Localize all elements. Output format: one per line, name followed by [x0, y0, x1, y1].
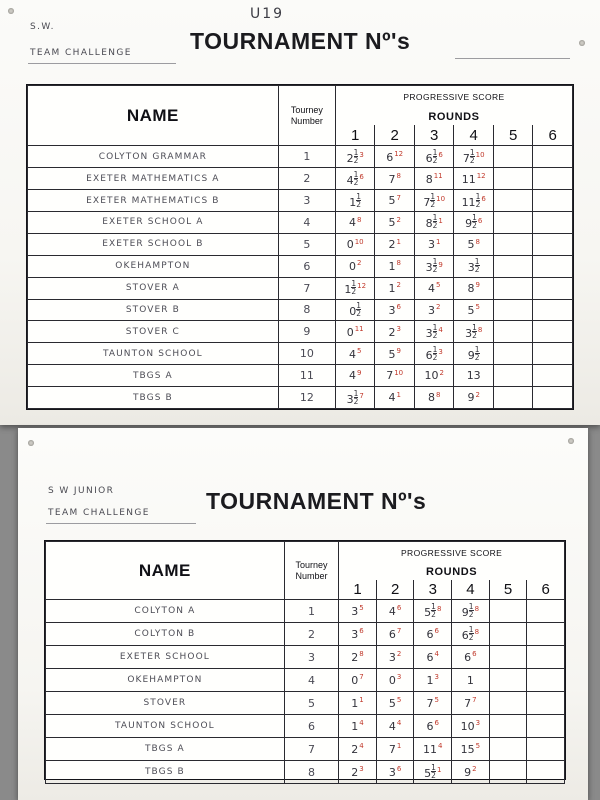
round-header-6: 6: [527, 580, 565, 600]
round-header-5: 5: [489, 580, 527, 600]
score-cell: $5^5$: [376, 692, 414, 715]
score-cell: 5 $\frac{1}{2}$ $^1$: [414, 761, 452, 784]
score-cell: $4^5$: [335, 343, 375, 365]
score-cell: $10^3$: [452, 715, 490, 738]
score-cell: $0^{10}$: [335, 233, 375, 255]
score-cell: $0^2$: [335, 255, 375, 277]
page-title: TOURNAMENT Nº's: [206, 488, 427, 514]
score-cell: [527, 692, 565, 715]
score-cell: 1 $\frac{1}{2}$ $^{12}$: [335, 277, 375, 299]
tourney-number-cell: 4: [278, 212, 335, 234]
table-row: [46, 623, 565, 646]
score-cell: $7^7$: [452, 692, 490, 715]
score-cell: $5^2$: [375, 212, 415, 234]
results-table-senior: [26, 84, 574, 410]
table-row: [28, 212, 573, 234]
grid: [27, 85, 573, 409]
pinhole: [28, 440, 34, 446]
score-cell: [527, 715, 565, 738]
score-cell: $4^4$: [376, 715, 414, 738]
tourney-number-cell: 1: [278, 146, 335, 168]
score-cell: [489, 646, 527, 669]
table-row: [28, 277, 573, 299]
score-cell: $4^6$: [376, 600, 414, 623]
round-header-3: 3: [414, 125, 454, 146]
team-name-cell: TAUNTON SCHOOL: [28, 343, 279, 365]
team-name-cell: EXETER SCHOOL: [46, 646, 285, 669]
score-cell: 9 $\frac{1}{2}$ $^6$: [454, 212, 494, 234]
score-cell: [533, 365, 573, 387]
score-cell: 0 $\frac{1}{2}$: [335, 299, 375, 321]
score-cell: $3^1$: [414, 233, 454, 255]
score-cell: [493, 321, 533, 343]
score-cell: [533, 299, 573, 321]
round-header-5: 5: [493, 125, 533, 146]
score-cell: [489, 692, 527, 715]
tourney-number-cell: 6: [284, 715, 338, 738]
score-cell: $4^8$: [335, 212, 375, 234]
score-cell: $2^3$: [375, 321, 415, 343]
score-cell: 3 $\frac{1}{2}$: [454, 255, 494, 277]
score-cell: $2^8$: [339, 646, 377, 669]
score-cell: 3 $\frac{1}{2}$ $^8$: [454, 321, 494, 343]
team-name-cell: OKEHAMPTON: [28, 255, 279, 277]
team-name-cell: STOVER C: [28, 321, 279, 343]
grid: [45, 541, 565, 784]
underline-org: [28, 63, 176, 64]
team-name-cell: TBGS A: [46, 738, 285, 761]
team-name-cell: STOVER B: [28, 299, 279, 321]
org-line-2: TEAM CHALLENGE: [48, 508, 150, 518]
score-cell: $3^6$: [339, 623, 377, 646]
org-line-1: S.W.: [30, 22, 55, 32]
score-cell: [493, 299, 533, 321]
score-cell: 1: [452, 669, 490, 692]
score-cell: $3^6$: [376, 761, 414, 784]
score-cell: $4^5$: [414, 277, 454, 299]
tourney-number-cell: 3: [284, 646, 338, 669]
table-row: [28, 168, 573, 190]
score-sheet-junior: [18, 428, 588, 800]
team-name-cell: COLYTON A: [46, 600, 285, 623]
team-name-cell: TAUNTON SCHOOL: [46, 715, 285, 738]
score-cell: $9^2$: [454, 387, 494, 409]
tourney-number-cell: 7: [284, 738, 338, 761]
round-header-3: 3: [414, 580, 452, 600]
score-cell: [527, 600, 565, 623]
table-row: [28, 255, 573, 277]
round-header-2: 2: [376, 580, 414, 600]
score-cell: $11^{12}$: [454, 168, 494, 190]
score-cell: [527, 669, 565, 692]
score-cell: 5 $\frac{1}{2}$ $^8$: [414, 600, 452, 623]
score-cell: $6^6$: [452, 646, 490, 669]
score-cell: $0^{11}$: [335, 321, 375, 343]
header-rounds: ROUNDS: [339, 562, 565, 580]
score-cell: 2 $\frac{1}{2}$ $^3$: [335, 146, 375, 168]
table-body: [28, 146, 573, 409]
round-header-4: 4: [454, 125, 494, 146]
score-cell: $1^8$: [375, 255, 415, 277]
score-cell: $0^3$: [376, 669, 414, 692]
team-name-cell: OKEHAMPTON: [46, 669, 285, 692]
org-line-1: S W JUNIOR: [48, 486, 115, 496]
score-cell: $3^5$: [339, 600, 377, 623]
page-title: TOURNAMENT Nº's: [190, 28, 411, 54]
score-cell: 7 $\frac{1}{2}$ $^{10}$: [454, 146, 494, 168]
score-cell: [527, 761, 565, 784]
team-name-cell: TBGS B: [28, 387, 279, 409]
score-cell: [527, 646, 565, 669]
table-row: [28, 299, 573, 321]
score-cell: 7 $\frac{1}{2}$ $^{10}$: [414, 190, 454, 212]
score-cell: $4^9$: [335, 365, 375, 387]
team-name-cell: COLYTON B: [46, 623, 285, 646]
tourney-number-cell: 1: [284, 600, 338, 623]
tourney-number-cell: 9: [278, 321, 335, 343]
score-cell: $3^2$: [414, 299, 454, 321]
table-row: [46, 646, 565, 669]
score-cell: $15^5$: [452, 738, 490, 761]
header-tourney-number: Tourney Number: [284, 542, 338, 600]
score-cell: $6^4$: [414, 646, 452, 669]
score-cell: $1^4$: [339, 715, 377, 738]
round-header-1: 1: [339, 580, 377, 600]
org-line-2: TEAM CHALLENGE: [30, 48, 132, 58]
score-cell: $9^2$: [452, 761, 490, 784]
score-cell: 6 $\frac{1}{2}$ $^8$: [452, 623, 490, 646]
score-cell: $1^1$: [339, 692, 377, 715]
round-header-4: 4: [452, 580, 490, 600]
score-cell: [527, 623, 565, 646]
score-cell: [533, 387, 573, 409]
score-cell: $7^8$: [375, 168, 415, 190]
tourney-number-cell: 7: [278, 277, 335, 299]
score-cell: [533, 168, 573, 190]
tourney-number-cell: 5: [278, 233, 335, 255]
tourney-number-cell: 8: [278, 299, 335, 321]
header-progressive-score: PROGRESSIVE SCORE: [339, 542, 565, 562]
header-name: NAME: [46, 542, 285, 600]
tourney-number-cell: 12: [278, 387, 335, 409]
team-name-cell: EXETER SCHOOL B: [28, 233, 279, 255]
tourney-number-cell: 2: [284, 623, 338, 646]
score-cell: [493, 255, 533, 277]
score-cell: $6^7$: [376, 623, 414, 646]
score-cell: $7^5$: [414, 692, 452, 715]
round-header-1: 1: [335, 125, 375, 146]
score-cell: $1^2$: [375, 277, 415, 299]
score-cell: $2^4$: [339, 738, 377, 761]
table-row: [28, 321, 573, 343]
score-cell: $5^9$: [375, 343, 415, 365]
score-cell: $6^{12}$: [375, 146, 415, 168]
tourney-number-cell: 2: [278, 168, 335, 190]
table-header-row: [46, 542, 565, 562]
table-row: [28, 233, 573, 255]
score-cell: $8^9$: [454, 277, 494, 299]
score-cell: 6 $\frac{1}{2}$ $^6$: [414, 146, 454, 168]
table-row: [28, 365, 573, 387]
score-cell: $7^{10}$: [375, 365, 415, 387]
team-name-cell: EXETER MATHEMATICS B: [28, 190, 279, 212]
score-cell: [493, 190, 533, 212]
header-rounds: ROUNDS: [335, 106, 572, 125]
team-name-cell: STOVER A: [28, 277, 279, 299]
score-cell: [493, 212, 533, 234]
header-progressive-score: PROGRESSIVE SCORE: [335, 86, 572, 107]
score-cell: $11^4$: [414, 738, 452, 761]
score-cell: 4 $\frac{1}{2}$ $^6$: [335, 168, 375, 190]
score-cell: [489, 600, 527, 623]
underline-org: [46, 523, 196, 524]
score-cell: [489, 623, 527, 646]
score-cell: $0^7$: [339, 669, 377, 692]
score-cell: [493, 233, 533, 255]
score-cell: $2^3$: [339, 761, 377, 784]
team-name-cell: COLYTON GRAMMAR: [28, 146, 279, 168]
table-row: [46, 692, 565, 715]
tourney-number-cell: 8: [284, 761, 338, 784]
score-cell: [489, 669, 527, 692]
score-cell: $7^1$: [376, 738, 414, 761]
score-cell: 3 $\frac{1}{2}$ $^9$: [414, 255, 454, 277]
score-cell: 6 $\frac{1}{2}$ $^3$: [414, 343, 454, 365]
score-cell: $2^1$: [375, 233, 415, 255]
score-cell: 8 $\frac{1}{2}$ $^1$: [414, 212, 454, 234]
score-cell: [493, 387, 533, 409]
score-cell: 9 $\frac{1}{2}$ $^8$: [452, 600, 490, 623]
team-name-cell: STOVER: [46, 692, 285, 715]
score-cell: [533, 212, 573, 234]
tourney-number-cell: 5: [284, 692, 338, 715]
score-cell: [489, 715, 527, 738]
header-tourney-number: Tourney Number: [278, 86, 335, 146]
score-cell: $5^7$: [375, 190, 415, 212]
score-cell: 1 $\frac{1}{2}$: [335, 190, 375, 212]
score-cell: $6^6$: [414, 715, 452, 738]
team-name-cell: EXETER MATHEMATICS A: [28, 168, 279, 190]
score-cell: $5^8$: [454, 233, 494, 255]
score-cell: [493, 343, 533, 365]
score-cell: [493, 277, 533, 299]
score-cell: [533, 321, 573, 343]
table-row: [28, 387, 573, 409]
score-cell: 9 $\frac{1}{2}$: [454, 343, 494, 365]
score-cell: [493, 146, 533, 168]
pinhole: [568, 438, 574, 444]
tourney-number-cell: 10: [278, 343, 335, 365]
table-row: [28, 146, 573, 168]
score-cell: [489, 761, 527, 784]
round-header-2: 2: [375, 125, 415, 146]
score-cell: $10^2$: [414, 365, 454, 387]
score-cell: [533, 277, 573, 299]
score-cell: $3^6$: [375, 299, 415, 321]
score-cell: 11 $\frac{1}{2}$ $^6$: [454, 190, 494, 212]
table-row: [46, 600, 565, 623]
header-name: NAME: [28, 86, 279, 146]
table-header-row: [28, 86, 573, 107]
round-header-6: 6: [533, 125, 573, 146]
score-cell: 3 $\frac{1}{2}$ $^7$: [335, 387, 375, 409]
score-cell: [527, 738, 565, 761]
score-cell: [533, 233, 573, 255]
score-cell: [533, 255, 573, 277]
score-cell: $3^2$: [376, 646, 414, 669]
tourney-number-cell: 6: [278, 255, 335, 277]
score-cell: [533, 190, 573, 212]
score-cell: [533, 343, 573, 365]
score-cell: [493, 168, 533, 190]
age-group: U19: [250, 6, 285, 22]
score-cell: [489, 738, 527, 761]
score-cell: $8^8$: [414, 387, 454, 409]
score-cell: $8^{11}$: [414, 168, 454, 190]
score-cell: $6^6$: [414, 623, 452, 646]
team-name-cell: TBGS B: [46, 761, 285, 784]
results-table-junior: [44, 540, 566, 780]
table-row: [46, 761, 565, 784]
score-cell: $1^3$: [414, 669, 452, 692]
score-cell: [533, 146, 573, 168]
score-cell: 3 $\frac{1}{2}$ $^4$: [414, 321, 454, 343]
tourney-number-cell: 11: [278, 365, 335, 387]
tourney-number-cell: 4: [284, 669, 338, 692]
table-row: [28, 343, 573, 365]
pinhole: [579, 40, 585, 46]
score-cell: [493, 365, 533, 387]
score-cell: 13: [454, 365, 494, 387]
table-row: [28, 190, 573, 212]
score-cell: $5^5$: [454, 299, 494, 321]
tourney-number-cell: 3: [278, 190, 335, 212]
table-row: [46, 669, 565, 692]
score-cell: $4^1$: [375, 387, 415, 409]
team-name-cell: TBGS A: [28, 365, 279, 387]
table-body: [46, 600, 565, 784]
team-name-cell: EXETER SCHOOL A: [28, 212, 279, 234]
pinhole: [8, 8, 14, 14]
table-row: [46, 715, 565, 738]
underline-title: [455, 58, 570, 59]
table-row: [46, 738, 565, 761]
